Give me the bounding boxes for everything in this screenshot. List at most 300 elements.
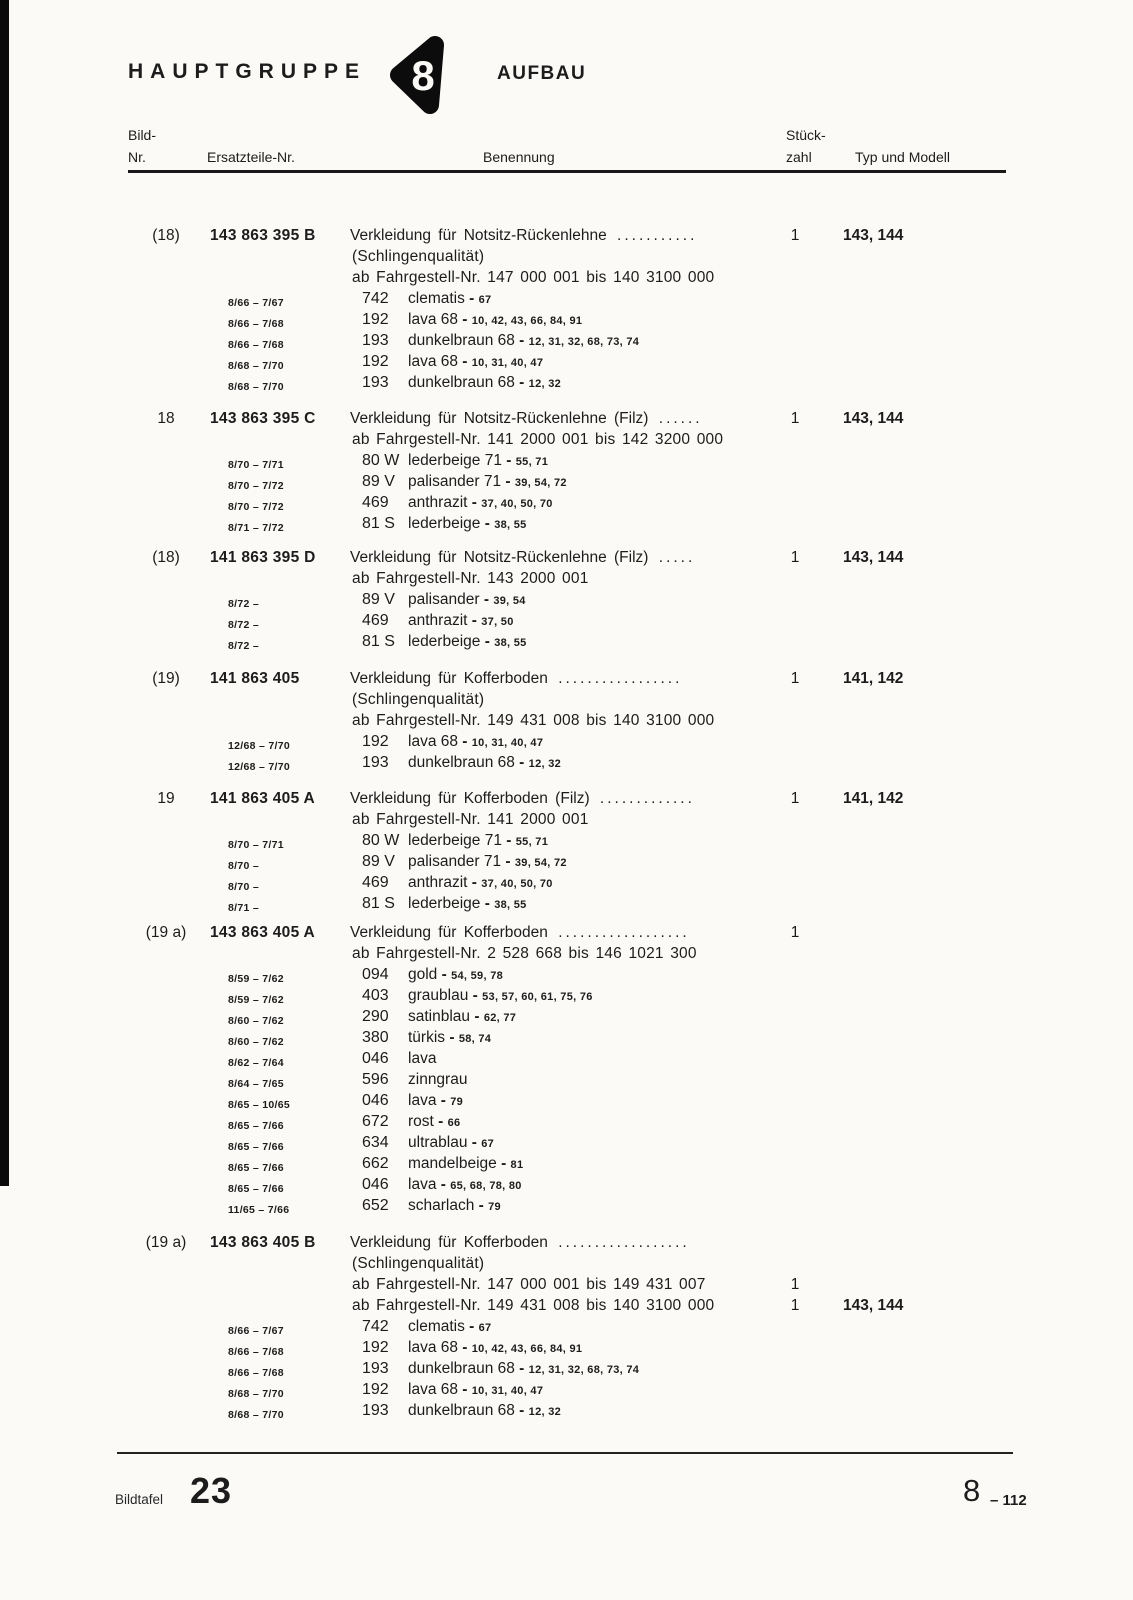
refs-dash: - [464, 290, 479, 307]
color-code: 652 [362, 1197, 389, 1214]
color-row [0, 985, 1133, 1006]
part-name-text: Verkleidung für Notsitz-Rückenlehne (Filz) [350, 549, 649, 566]
color-name-text: scharlach [408, 1197, 475, 1214]
color-code: 046 [362, 1050, 389, 1067]
color-name [408, 1358, 639, 1381]
model-refs: 12, 31, 32, 68, 73, 74 [528, 1364, 640, 1376]
part-number: 143 863 395 B [210, 227, 316, 244]
subline-text: (Schlingenqualität) [352, 691, 485, 708]
color-row [0, 372, 1133, 393]
refs-dash: - [479, 591, 494, 608]
column-header-bild-line2: Nr. [128, 149, 146, 165]
color-name [408, 351, 543, 374]
color-code: 81 S [362, 633, 395, 650]
model-refs: 39, 54 [493, 595, 526, 607]
color-row [0, 309, 1133, 330]
model-refs: 38, 55 [494, 519, 527, 531]
color-code: 81 S [362, 895, 395, 912]
date-range: 8/64 – 7/65 [228, 1078, 284, 1090]
catalog-entry [0, 547, 1133, 652]
color-name [408, 1090, 463, 1113]
column-header-zahl-line2: zahl [786, 149, 812, 165]
bild-nr: 18 [157, 410, 175, 427]
color-name-text: palisander 71 [408, 853, 502, 870]
refs-dash: - [437, 966, 452, 983]
color-name-text: lederbeige [408, 633, 481, 650]
part-name [350, 408, 778, 429]
quantity: 1 [790, 549, 800, 566]
bildtafel-number: 23 [190, 1470, 233, 1511]
refs-dash: - [496, 1155, 511, 1172]
model-refs: 12, 32 [528, 1406, 562, 1418]
subline-text: ab Fahrgestell-Nr. 143 2000 001 [352, 570, 589, 587]
color-name [408, 589, 526, 612]
catalog-entry [0, 225, 1133, 393]
color-row [0, 631, 1133, 652]
refs-dash: - [480, 633, 495, 650]
entry-title-row [0, 668, 1133, 689]
catalog-entry [0, 788, 1133, 914]
quantity: 1 [790, 1276, 800, 1293]
color-row [0, 1069, 1133, 1090]
bild-nr: (19 a) [145, 924, 187, 941]
bild-nr: (18) [152, 549, 180, 566]
color-row [0, 1316, 1133, 1337]
color-name-text: dunkelbraun 68 [408, 1402, 515, 1419]
color-name-text: lederbeige [408, 515, 481, 532]
color-name [408, 1379, 543, 1402]
date-range: 12/68 – 7/70 [228, 761, 290, 773]
refs-dash: - [514, 754, 529, 771]
dot-leader: ........... [606, 227, 698, 244]
color-code: 742 [362, 1318, 389, 1335]
color-code: 742 [362, 290, 389, 307]
dot-leader: ..... [648, 549, 696, 566]
color-name [408, 893, 527, 916]
color-row [0, 1006, 1133, 1027]
entry-title-row [0, 225, 1133, 246]
column-header-ersatzteile-nr: Ersatzteile-Nr. [207, 149, 295, 165]
date-range: 8/62 – 7/64 [228, 1057, 284, 1069]
date-range: 8/68 – 7/70 [228, 360, 284, 372]
subline-text: (Schlingenqualität) [352, 1255, 485, 1272]
model-refs: 38, 55 [494, 899, 527, 911]
date-range: 8/70 – 7/71 [228, 459, 284, 471]
model-refs: 79 [488, 1201, 501, 1213]
color-name-text: lava [408, 1050, 437, 1067]
color-name-text: lederbeige 71 [408, 832, 502, 849]
color-row [0, 1358, 1133, 1379]
quantity: 1 [790, 924, 800, 941]
color-row [0, 1195, 1133, 1216]
model-refs: 53, 57, 60, 61, 75, 76 [482, 991, 593, 1003]
subline-text: ab Fahrgestell-Nr. 147 000 001 bis 140 3100 000 [352, 269, 715, 286]
subline-text: ab Fahrgestell-Nr. 149 431 008 bis 140 3100 000 [352, 1297, 715, 1314]
subline-row [0, 1295, 1133, 1316]
date-range: 8/68 – 7/70 [228, 1388, 284, 1400]
model-refs: 10, 31, 40, 47 [471, 1385, 544, 1397]
subline-row [0, 1274, 1133, 1295]
subline-text: (Schlingenqualität) [352, 248, 485, 265]
color-code: 192 [362, 733, 389, 750]
part-name [350, 1232, 778, 1253]
page-group-number: 8 [963, 1473, 981, 1508]
color-name [408, 752, 561, 775]
color-name [408, 610, 514, 633]
model-refs: 55, 71 [515, 456, 549, 468]
color-name [408, 471, 567, 494]
color-name [408, 309, 582, 332]
color-code: 046 [362, 1092, 389, 1109]
model-refs: 10, 42, 43, 66, 84, 91 [471, 315, 583, 327]
date-range: 8/71 – [228, 902, 259, 914]
typ-modell: 143, 144 [843, 410, 904, 427]
subline-row [0, 710, 1133, 731]
date-range: 8/70 – 7/72 [228, 480, 284, 492]
color-name-text: lederbeige [408, 895, 481, 912]
entry-title-row [0, 788, 1133, 809]
color-row [0, 492, 1133, 513]
part-name [350, 922, 778, 943]
refs-dash: - [470, 1008, 484, 1025]
catalog-entry [0, 922, 1133, 1216]
model-refs: 67 [478, 1322, 492, 1334]
part-name-text: Verkleidung für Kofferboden (Filz) [350, 790, 590, 807]
model-refs: 39, 54, 72 [514, 857, 567, 869]
color-row [0, 1153, 1133, 1174]
section-title: AUFBAU [497, 63, 587, 84]
dot-leader: ............. [589, 790, 695, 807]
color-row [0, 1111, 1133, 1132]
color-name-text: gold [408, 966, 438, 983]
refs-dash: - [480, 515, 495, 532]
color-row [0, 610, 1133, 631]
color-name [408, 1111, 460, 1134]
date-range: 8/68 – 7/70 [228, 381, 284, 393]
color-name-text: palisander 71 [408, 473, 502, 490]
refs-dash: - [514, 1402, 529, 1419]
color-code: 193 [362, 374, 389, 391]
color-name [408, 1337, 582, 1360]
refs-dash: - [501, 473, 515, 490]
model-refs: 12, 32 [528, 378, 562, 390]
quantity: 1 [790, 227, 800, 244]
subline-row [0, 689, 1133, 710]
model-refs: 79 [450, 1096, 464, 1108]
refs-dash: - [480, 895, 495, 912]
color-name [408, 1027, 491, 1050]
refs-dash: - [468, 987, 483, 1004]
date-range: 8/70 – [228, 881, 259, 893]
color-name-text: anthrazit [408, 494, 468, 511]
color-row [0, 1174, 1133, 1195]
quantity: 1 [790, 790, 800, 807]
date-range: 8/65 – 7/66 [228, 1162, 284, 1174]
color-name [408, 872, 553, 895]
color-name-text: dunkelbraun 68 [408, 754, 515, 771]
typ-modell: 143, 144 [843, 549, 904, 566]
color-name-text: graublau [408, 987, 469, 1004]
part-number: 141 863 405 [210, 670, 300, 687]
color-row [0, 1048, 1133, 1069]
color-row [0, 851, 1133, 872]
color-name [408, 985, 593, 1008]
color-code: 193 [362, 1402, 389, 1419]
color-code: 89 V [362, 473, 395, 490]
subline-row [0, 267, 1133, 288]
subline-text: ab Fahrgestell-Nr. 2 528 668 bis 146 1021 300 [352, 945, 697, 962]
model-refs: 37, 40, 50, 70 [481, 498, 553, 510]
color-name [408, 1400, 561, 1423]
catalog-entry [0, 668, 1133, 773]
subline-text: ab Fahrgestell-Nr. 141 2000 001 bis 142 3200 000 [352, 431, 724, 448]
date-range: 8/72 – [228, 619, 259, 631]
quantity: 1 [790, 670, 800, 687]
color-name-text: dunkelbraun 68 [408, 1360, 515, 1377]
refs-dash: - [436, 1176, 451, 1193]
model-refs: 39, 54, 72 [514, 477, 567, 489]
model-refs: 12, 31, 32, 68, 73, 74 [528, 336, 640, 348]
dot-leader: .................. [547, 1234, 690, 1251]
color-code: 380 [362, 1029, 389, 1046]
model-refs: 10, 42, 43, 66, 84, 91 [471, 1343, 583, 1355]
date-range: 8/65 – 7/66 [228, 1183, 284, 1195]
date-range: 8/66 – 7/68 [228, 1367, 284, 1379]
color-name-text: lava 68 [408, 1339, 458, 1356]
model-refs: 55, 71 [515, 836, 549, 848]
model-refs: 58, 74 [458, 1033, 492, 1045]
color-name [408, 964, 503, 987]
part-number: 141 863 405 A [210, 790, 316, 807]
catalog-entry [0, 408, 1133, 534]
color-name [408, 372, 561, 395]
model-refs: 67 [481, 1138, 495, 1150]
column-header-typ-und-modell: Typ und Modell [855, 149, 950, 165]
refs-dash: - [467, 494, 482, 511]
color-code: 192 [362, 311, 389, 328]
color-row [0, 752, 1133, 773]
refs-dash: - [514, 374, 529, 391]
color-row [0, 872, 1133, 893]
color-name-text: satinblau [408, 1008, 471, 1025]
color-row [0, 450, 1133, 471]
part-number: 141 863 395 D [210, 549, 316, 566]
refs-dash: - [514, 332, 529, 349]
page-title: HAUPTGRUPPE [128, 60, 367, 83]
refs-dash: - [433, 1113, 448, 1130]
color-name-text: clematis [408, 1318, 465, 1335]
color-row [0, 731, 1133, 752]
color-code: 193 [362, 754, 389, 771]
part-name [350, 668, 778, 689]
date-range: 8/66 – 7/68 [228, 1346, 284, 1358]
color-row [0, 351, 1133, 372]
color-row [0, 964, 1133, 985]
date-range: 8/68 – 7/70 [228, 1409, 284, 1421]
color-row [0, 1132, 1133, 1153]
color-name [408, 288, 491, 311]
bild-nr: (18) [152, 227, 180, 244]
part-name-text: Verkleidung für Notsitz-Rückenlehne (Filz) [350, 410, 649, 427]
color-code: 192 [362, 1339, 389, 1356]
date-range: 8/71 – 7/72 [228, 522, 284, 534]
color-code: 662 [362, 1155, 389, 1172]
subline-row [0, 429, 1133, 450]
subline-row [0, 943, 1133, 964]
color-code: 80 W [362, 832, 400, 849]
date-range: 8/70 – 7/72 [228, 501, 284, 513]
bild-nr: 19 [157, 790, 175, 807]
typ-modell: 141, 142 [843, 670, 904, 687]
date-range: 8/60 – 7/62 [228, 1015, 284, 1027]
bildtafel-label: Bildtafel [115, 1492, 164, 1507]
subline-text: ab Fahrgestell-Nr. 149 431 008 bis 140 3100 000 [352, 712, 715, 729]
part-name-text: Verkleidung für Kofferboden [350, 670, 548, 687]
color-name [408, 1316, 491, 1339]
dot-leader: ................. [547, 670, 683, 687]
color-row [0, 1090, 1133, 1111]
color-row [0, 1379, 1133, 1400]
color-row [0, 471, 1133, 492]
model-refs: 66 [447, 1117, 461, 1129]
color-code: 89 V [362, 853, 395, 870]
color-row [0, 1337, 1133, 1358]
color-code: 403 [362, 987, 389, 1004]
color-name [408, 631, 527, 654]
refs-dash: - [445, 1029, 459, 1046]
color-code: 596 [362, 1071, 389, 1088]
color-code: 192 [362, 353, 389, 370]
subline-text: ab Fahrgestell-Nr. 141 2000 001 [352, 811, 589, 828]
color-row [0, 893, 1133, 914]
color-code: 469 [362, 494, 389, 511]
color-code: 81 S [362, 515, 395, 532]
color-name-text: dunkelbraun 68 [408, 374, 515, 391]
color-name [408, 1153, 523, 1176]
color-name [408, 1048, 436, 1069]
refs-dash: - [457, 733, 472, 750]
date-range: 8/72 – [228, 598, 259, 610]
entry-title-row [0, 547, 1133, 568]
date-range: 8/66 – 7/67 [228, 1325, 284, 1337]
color-code: 094 [362, 966, 389, 983]
refs-dash: - [464, 1318, 479, 1335]
color-code: 046 [362, 1176, 389, 1193]
color-code: 192 [362, 1381, 389, 1398]
color-name-text: clematis [408, 290, 465, 307]
subline-text: ab Fahrgestell-Nr. 147 000 001 bis 149 431 007 [352, 1276, 706, 1293]
color-row [0, 513, 1133, 534]
model-refs: 67 [478, 294, 492, 306]
color-name [408, 731, 543, 754]
date-range: 8/66 – 7/67 [228, 297, 284, 309]
date-range: 8/65 – 7/66 [228, 1141, 284, 1153]
model-refs: 12, 32 [528, 758, 562, 770]
color-code: 634 [362, 1134, 389, 1151]
color-name-text: anthrazit [408, 874, 468, 891]
color-code: 469 [362, 612, 389, 629]
part-name [350, 225, 778, 246]
refs-dash: - [467, 1134, 482, 1151]
badge-number: 8 [411, 52, 435, 99]
color-row [0, 288, 1133, 309]
quantity: 1 [790, 410, 800, 427]
typ-modell: 141, 142 [843, 790, 904, 807]
part-number: 143 863 395 C [210, 410, 316, 427]
part-name-text: Verkleidung für Kofferboden [350, 1234, 548, 1251]
color-name-text: lava 68 [408, 733, 458, 750]
part-name [350, 547, 778, 568]
color-name [408, 851, 567, 874]
color-code: 290 [362, 1008, 389, 1025]
model-refs: 37, 40, 50, 70 [481, 878, 553, 890]
color-name-text: lava 68 [408, 353, 458, 370]
subline-row [0, 568, 1133, 589]
color-name-text: zinngrau [408, 1071, 468, 1088]
color-code: 193 [362, 1360, 389, 1377]
refs-dash: - [467, 874, 482, 891]
color-name [408, 1174, 522, 1197]
dot-leader: .................. [547, 924, 690, 941]
color-name [408, 1069, 467, 1090]
color-name-text: lava 68 [408, 1381, 458, 1398]
model-refs: 37, 50 [481, 616, 514, 628]
date-range: 8/65 – 7/66 [228, 1120, 284, 1132]
column-header-stueck-line1: Stück- [786, 127, 826, 143]
color-name-text: palisander [408, 591, 480, 608]
color-name [408, 492, 553, 515]
color-name-text: dunkelbraun 68 [408, 332, 515, 349]
color-row [0, 830, 1133, 851]
part-number: 143 863 405 B [210, 1234, 316, 1251]
color-code: 672 [362, 1113, 389, 1130]
color-name-text: anthrazit [408, 612, 468, 629]
refs-dash: - [501, 832, 516, 849]
column-header-bild-line1: Bild- [128, 127, 157, 143]
color-code: 89 V [362, 591, 395, 608]
refs-dash: - [467, 612, 482, 629]
refs-dash: - [436, 1092, 451, 1109]
date-range: 11/65 – 7/66 [228, 1204, 290, 1216]
color-code: 80 W [362, 452, 400, 469]
page-number: – 112 [990, 1492, 1027, 1509]
entry-title-row [0, 1232, 1133, 1253]
refs-dash: - [457, 353, 472, 370]
refs-dash: - [474, 1197, 489, 1214]
color-name [408, 513, 527, 536]
refs-dash: - [514, 1360, 529, 1377]
part-name [350, 788, 778, 809]
typ-modell: 143, 144 [843, 1297, 904, 1314]
date-range: 8/70 – 7/71 [228, 839, 284, 851]
color-row [0, 589, 1133, 610]
color-name-text: ultrablau [408, 1134, 468, 1151]
typ-modell: 143, 144 [843, 227, 904, 244]
subline-row [0, 809, 1133, 830]
color-name-text: rost [408, 1113, 434, 1130]
color-name [408, 450, 548, 473]
model-refs: 10, 31, 40, 47 [471, 357, 544, 369]
color-name [408, 330, 639, 353]
color-code: 193 [362, 332, 389, 349]
model-refs: 62, 77 [483, 1012, 517, 1024]
model-refs: 54, 59, 78 [451, 970, 504, 982]
color-name [408, 1132, 494, 1155]
entry-title-row [0, 922, 1133, 943]
color-row [0, 330, 1133, 351]
color-row [0, 1400, 1133, 1421]
color-name-text: lava 68 [408, 311, 458, 328]
